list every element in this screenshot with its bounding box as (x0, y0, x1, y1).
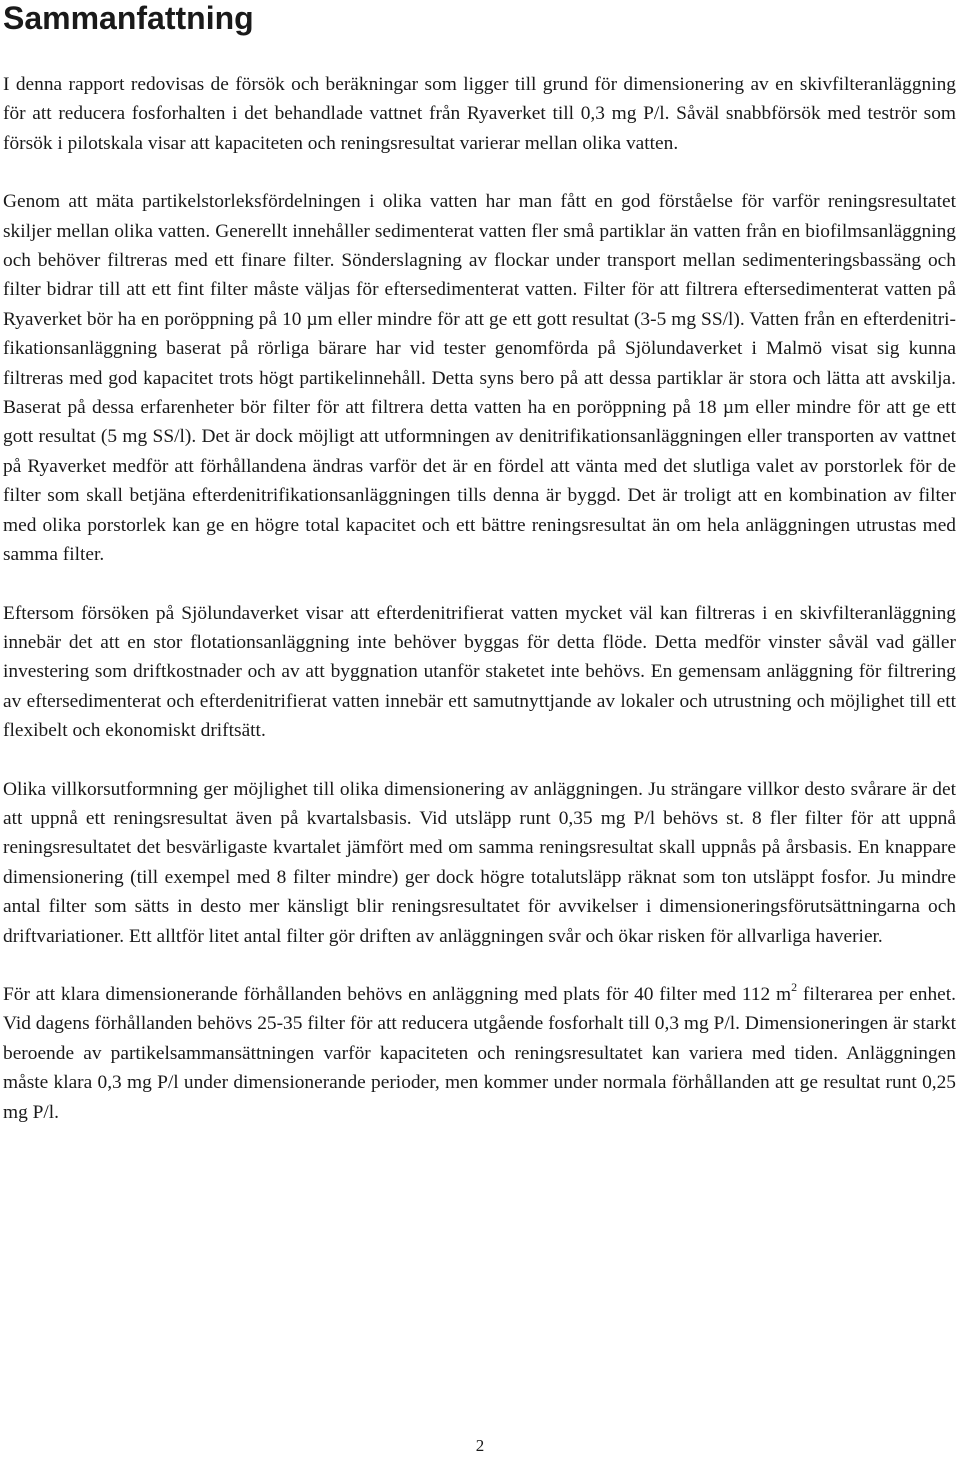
section-heading: Sammanfattning (3, 0, 254, 36)
paragraph-intro: I denna rapport redovisas de försök och beräkningar som ligger till grund för dimensionering av en skivfilteranläggning för att reducera fosforhalten i det behandlade vattnet från Ryaverket till 0,3 mg P/l. Såväl snabbförsök med teströr som försök i pilotskala visar att kapaciteten och reningsresultat varierar mellan olika vatten. (3, 74, 956, 154)
page-number: 2 (475, 1436, 485, 1455)
paragraph-dimensioning: Olika villkorsutformning ger möjlighet till olika dimensionering av anläggningen. Ju strängare villkor desto svårare är det att uppnå ett reningsresultat även på kvartalsbasis. Vid utsläpp runt 0,35 mg P/l behövs st. 8 fler filter för att uppnå reningsresultatet det besvärligaste kvartalet jämfört med om samma reningsresultat skall uppnås på årsbasis. En knappare dimensionering (till exempel med 8 filter mindre) ger dock högre totalutsläpp räknat som ton utsläppt fosfor. Ju mindre antal filter som sätts in desto mer känsligt blir reningsresultatet för avvikelser i dimensioneringsförutsättningarna och driftvariationer. Ett alltför litet antal filter gör driften av anläggningen svår och ökar risken för allvarliga haverier. (3, 778, 956, 947)
summary-body (3, 70, 956, 1156)
paragraph-sjolundaverket: Eftersom försöken på Sjölundaverket visar att efterdenitrifierat vatten mycket väl kan filtreras i en skivfilteranläggning innebär det att en stor flotationsanläggning inte behöver byggas för detta flöde. Detta medför vinster såväl vad gäller investering som driftkostnader och av att byggnation utanför staketet inte behövs. En gemensam anläggning för filtrering av eftersedimenterat och efterdenitrifierat vatten innebär ett samutnyttjande av lokaler och utrustning och möjlighet till ett flexibelt och ekonomiskt driftsätt. (3, 602, 956, 742)
conclusion-text-start: För att klara dimensionerande förhållanden behövs en anläggning med plats för 40 filter med 112 m (3, 983, 792, 1005)
paragraph-particle-size: Genom att mäta partikelstorleksfördelningen i olika vatten har man fått en god förståelse för varför reningsresultatet skiljer mellan olika vatten. Generellt innehåller sedimenterat vatten fler små partiklar än vatten från en biofilmsanläggning och behöver filtreras med ett finare filter. Sönderslagning av flockar under transport mellan sedimenteringsbassäng och filter bidrar till att ett fint filter måste väljas för eftersedimenterat vatten. Filter för att filtrera eftersedimenterat vatten på Ryaverket bör ha en poröppning på 10 µm eller mindre för att ge ett gott resultat (3-5 mg SS/l). Vatten från en efterdenitri-fikationsanläggning baserat på rörliga bärare har vid tester genomförda på Sjölundaverket i Malmö visat sig kunna filtreras med god kapacitet trots högt partikelinnehåll. Detta syns bero på att dessa partiklar är stora och lätta att avskilja. Baserat på dessa erfarenheter bör filter för att filtrera detta vatten ha en poröppning på 18 µm eller mindre för att ge ett gott resultat (5 mg SS/l). Det är dock möjligt att utformningen av denitrifikationsanläggningen eller transporten av vattnet på Ryaverket medför att förhållandena ändras varför det är en fördel att vänta med det slutliga valet av porstorlek för de filter som skall betjäna efterdenitrifikationsanläggningen tills denna är byggd. Det är troligt att en kombination av filter med olika porstorlek kan ge en högre total kapacitet och ett bättre reningsresultat än om hela anläggningen utrustas med samma filter. (3, 191, 956, 566)
conclusion-text-end: filterarea per enhet. Vid dagens förhållanden behövs 25-35 filter för att reducera utgående fosforhalt till 0,3 mg P/l. Dimensioneringen är starkt beroende av partikelsammansättningen varför kapaciteten och reningsresultatet kan variera med tiden. Anläggningen måste klara 0,3 mg P/l under dimensionerande perioder, men kommer under normala förhållanden att ge resultat runt 0,25 mg P/l. (3, 983, 956, 1123)
paragraph-conclusion (3, 980, 956, 1127)
superscript-squared: 2 (791, 979, 798, 994)
